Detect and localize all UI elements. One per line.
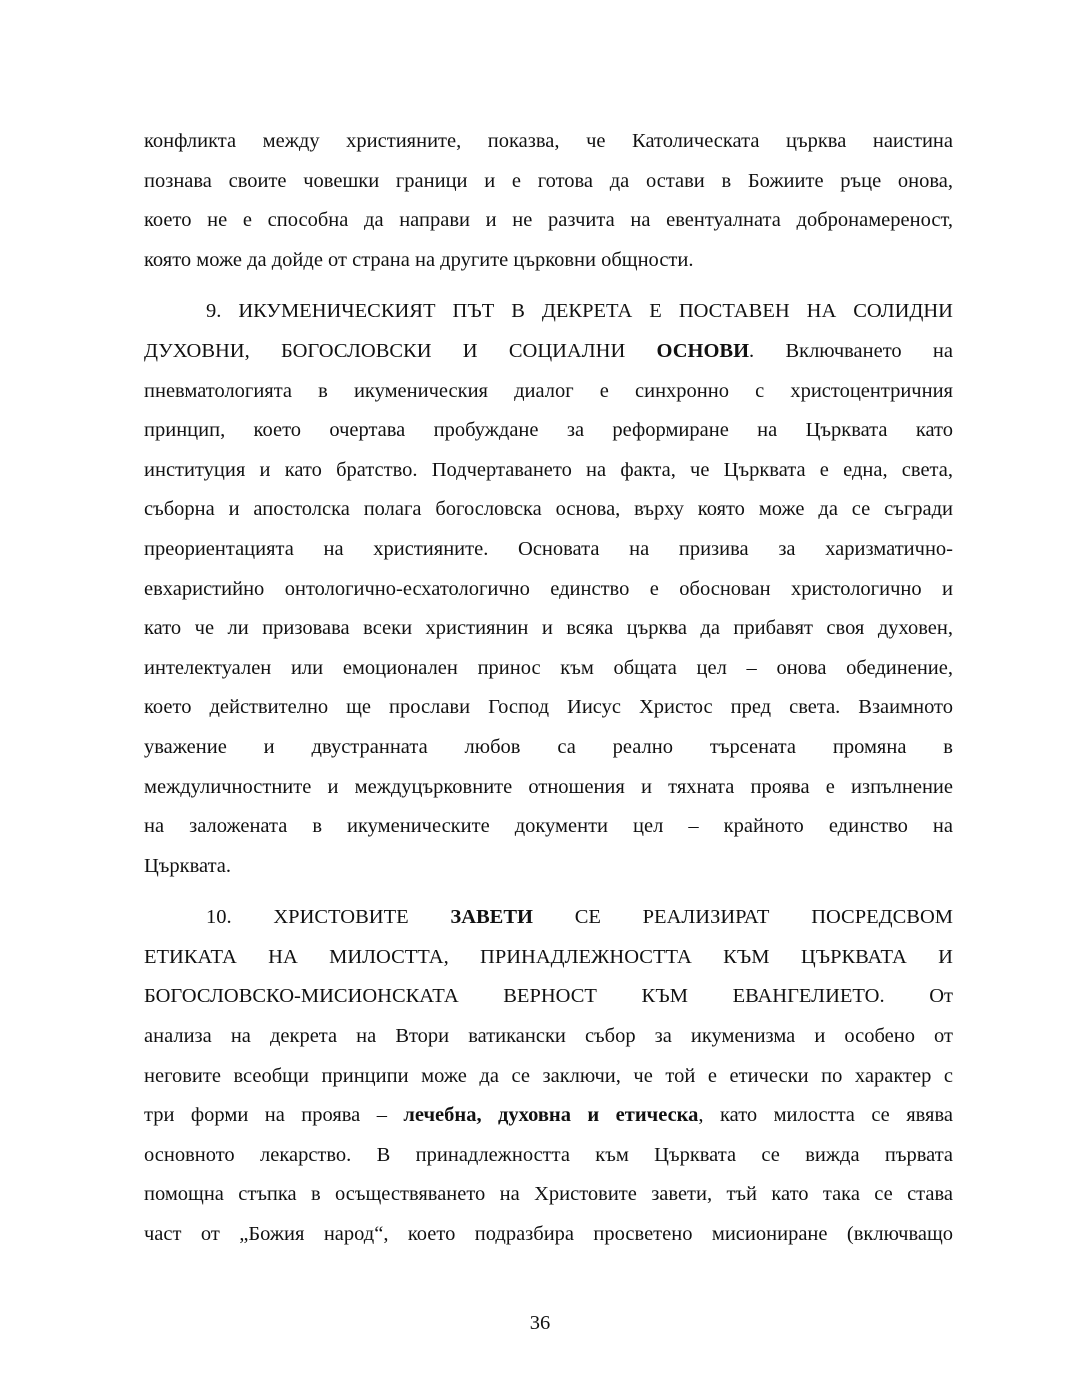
text-span: , като милостта се явява bbox=[698, 1104, 953, 1127]
text-span: 10. ХРИСТОВИТЕ bbox=[206, 906, 451, 929]
bold-keyword: лечебна, духовна и етическа bbox=[403, 1104, 699, 1127]
text-line: което действително ще прослави Господ Иисус Христос пред света. Взаимното bbox=[144, 696, 953, 719]
text-line bbox=[144, 332, 953, 372]
text-line: като че ли призовава всеки християнин и всяка църква да прибавят своя духовен, bbox=[144, 617, 953, 640]
paragraph-3 bbox=[144, 898, 953, 1254]
text-line: интелектуален или емоционален принос към общата цел – онова обединение, bbox=[144, 656, 953, 679]
text-line: на заложената в икуменическите документи цел – крайното единство на bbox=[144, 815, 953, 838]
text-line: евхаристийно онтологично-есхатологично единство е обоснован христологично и bbox=[144, 577, 953, 600]
text-span: три форми на проява – bbox=[144, 1104, 404, 1127]
paragraph-2 bbox=[144, 292, 953, 886]
text-line: съборна и апостолска полага богословска основа, върху която може да се съгради bbox=[144, 498, 953, 521]
text-line: основното лекарство. В принадлежността към Църквата се вижда първата bbox=[144, 1143, 953, 1166]
text-line: анализа на декрета на Втори ватикански събор за икуменизма и особено от bbox=[144, 1025, 953, 1048]
text-line bbox=[144, 1096, 953, 1136]
text-line: принцип, което очертава пробуждане за реформиране на Църквата като bbox=[144, 419, 953, 442]
text-span: ДУХОВНИ, БОГОСЛОВСКИ И СОЦИАЛНИ bbox=[144, 339, 657, 362]
text-line: ЕТИКАТА НА МИЛОСТТА, ПРИНАДЛЕЖНОСТТА КЪМ ЦЪРКВАТА И bbox=[144, 945, 953, 968]
text-line: която може да дойде от страна на другите църковни общности. bbox=[144, 248, 694, 271]
section-heading-9: 9. ИКУМЕНИЧЕСКИЯТ ПЪТ В ДЕКРЕТА Е ПОСТАВЕН НА СОЛИДНИ bbox=[206, 300, 953, 323]
text-line: неговите всеобщи принципи може да се заключи, че той е етически по характер с bbox=[144, 1064, 953, 1087]
text-span: СЕ РЕАЛИЗИРАТ ПОСРЕДСВОМ bbox=[532, 906, 953, 929]
text-line: преориентацията на християните. Основата на призива за харизматично- bbox=[144, 537, 953, 560]
text-line: институция и като братство. Подчертаването на факта, че Църквата е една, света, bbox=[144, 458, 953, 481]
text-span: . Включването на bbox=[749, 339, 953, 362]
text-line: Църквата. bbox=[144, 854, 232, 877]
page-number: 36 bbox=[529, 1312, 551, 1334]
text-line: уважение и двустранната любов са реално търсената промяна в bbox=[144, 735, 953, 758]
text-line: помощна стъпка в осъществяването на Христовите завети, тъй като така се става bbox=[144, 1183, 953, 1206]
section-heading-10 bbox=[144, 898, 953, 938]
paragraph-1 bbox=[144, 122, 953, 280]
text-line: конфликта между християните, показва, че Католическата църква наистина bbox=[144, 130, 953, 152]
page-body bbox=[144, 122, 953, 1255]
bold-keyword: ОСНОВИ bbox=[656, 339, 750, 362]
text-line: БОГОСЛОВСКО-МИСИОНСКАТА ВЕРНОСТ КЪМ ЕВАНГЕЛИЕТО. От bbox=[144, 985, 953, 1008]
text-line: пневматологията в икуменическия диалог е синхронно с христоцентричния bbox=[144, 379, 953, 402]
text-line: познава своите човешки граници и е готова да остави в Божиите ръце онова, bbox=[144, 169, 953, 192]
text-line: междуличностните и междуцърковните отношения и тяхната проява е изпълнение bbox=[144, 775, 953, 798]
text-line: което не е способна да направи и не разчита на евентуалната добронамереност, bbox=[144, 209, 953, 232]
bold-keyword: ЗАВЕТИ bbox=[450, 906, 533, 929]
text-line: част от „Божия народ“, което подразбира просветено мисиониране (включващо bbox=[144, 1223, 953, 1246]
